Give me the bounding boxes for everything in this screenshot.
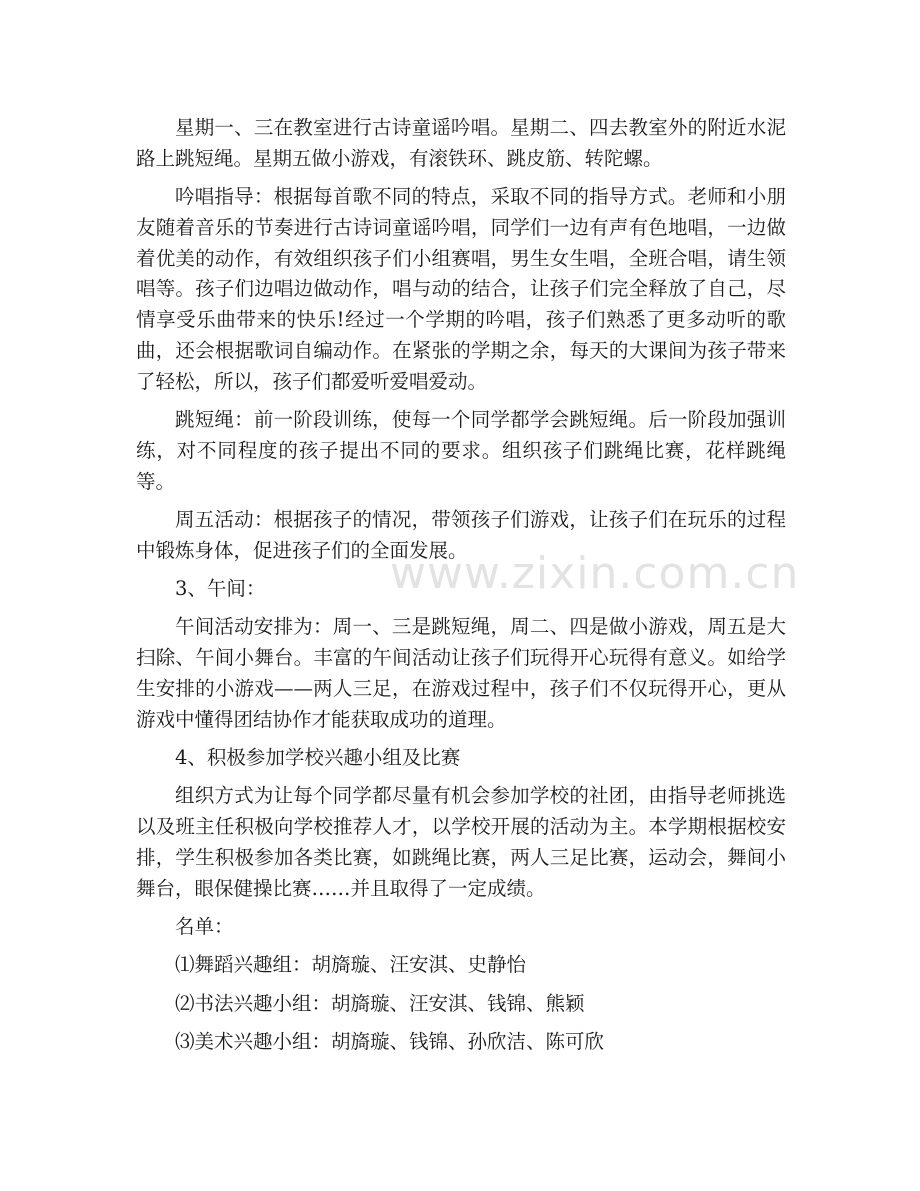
paragraph-friday-activity: 周五活动：根据孩子的情况，带领孩子们游戏，让孩子们在玩乐的过程中锻炼身体，促进孩子们的全面发展。 <box>136 508 786 562</box>
document-body <box>136 113 786 1065</box>
paragraph-chanting-guidance: 吟唱指导：根据每首歌不同的特点，采取不同的指导方式。老师和小朋友随着音乐的节奏进行古诗词童谣吟唱，同学们一边有声有色地唱，一边做着优美的动作，有效组织孩子们小组赛唱，男生女生唱，全班合唱，请生领唱等。孩子们边唱边做动作，唱与动的结合，让孩子们完全释放了自己，尽情享受乐曲带来的快乐!经过一个学期的吟唱，孩子们熟悉了更多动听的歌曲，还会根据歌词自编动作。在紧张的学期之余，每天的大课间为孩子带来了轻松，所以，孩子们都爱听爱唱爱动。 <box>136 185 786 393</box>
paragraph-jump-rope: 跳短绳：前一阶段训练，使每一个同学都学会跳短绳。后一阶段加强训练，对不同程度的孩子提出不同的要求。组织孩子们跳绳比赛，花样跳绳等。 <box>136 408 786 493</box>
list-item-calligraphy-group: ⑵书法兴趣小组：胡旖璇、汪安淇、钱锦、熊颖 <box>175 991 585 1015</box>
paragraph-noon-activities: 午间活动安排为：周一、三是跳短绳，周二、四是做小游戏，周五是大扫除、午间小舞台。丰富的午间活动让孩子们玩得开心玩得有意义。如给学生安排的小游戏——两人三足，在游戏过程中，孩子们不仅玩得开心，更从游戏中懂得团结协作才能获取成功的道理。 <box>136 615 786 731</box>
heading-interest-groups: 4、积极参加学校兴趣小组及比赛 <box>175 746 461 770</box>
list-item-art-group: ⑶美术兴趣小组：胡旖璇、钱锦、孙欣洁、陈可欣 <box>175 1030 605 1054</box>
paragraph-organization: 组织方式为让每个同学都尽量有机会参加学校的社团，由指导老师挑选以及班主任积极向学校推荐人才，以学校开展的活动为主。本学期根据校安排，学生积极参加各类比赛，如跳绳比赛，两人三足比赛，运动会，舞间小舞台，眼保健操比赛……并且取得了一定成绩。 <box>136 784 786 900</box>
watermark: www.zixin.com.cn <box>390 548 800 599</box>
paragraph-schedule: 星期一、三在教室进行古诗童谣吟唱。星期二、四去教室外的附近水泥路上跳短绳。星期五做小游戏，有滚铁环、跳皮筋、转陀螺。 <box>136 116 786 170</box>
heading-name-list: 名单： <box>175 915 234 939</box>
list-item-dance-group: ⑴舞蹈兴趣组：胡旖璇、汪安淇、史静怡 <box>175 953 527 977</box>
heading-noon: 3、午间： <box>175 577 266 601</box>
